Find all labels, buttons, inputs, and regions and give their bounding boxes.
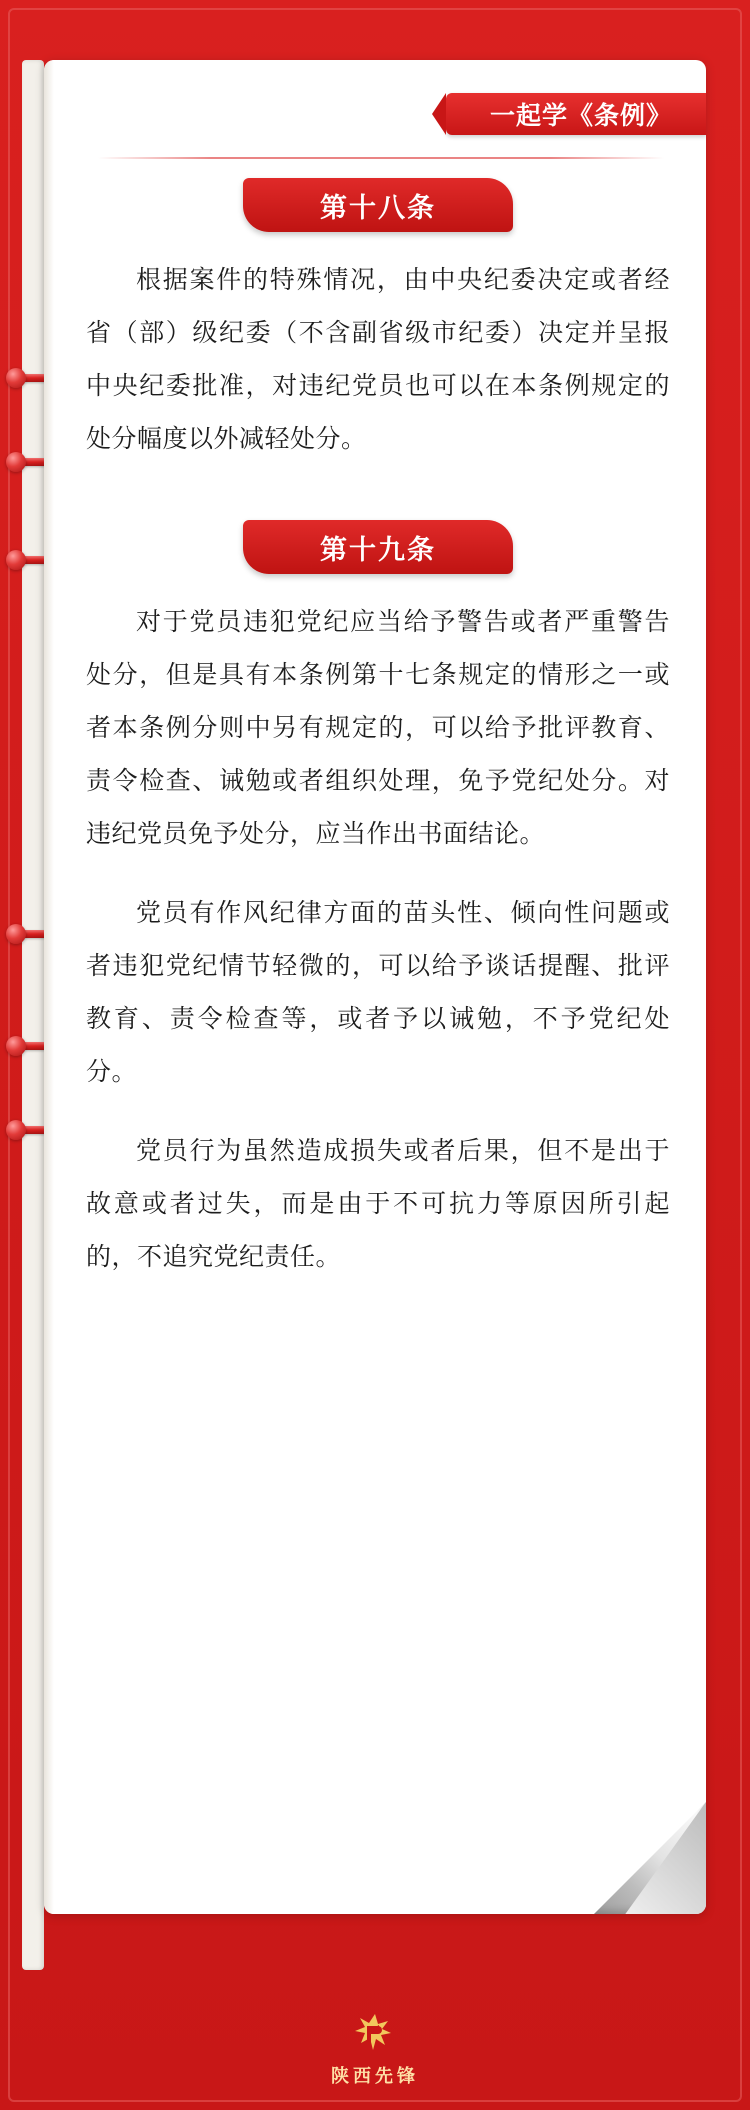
footer-brand: [0, 2012, 750, 2088]
paragraph: 党员有作风纪律方面的苗头性、倾向性问题或者违犯党纪情节轻微的，可以给予谈话提醒、批评教育、责令检查等，或者予以诫勉，不予党纪处分。: [86, 900, 670, 1086]
footer-brand-label: 陕西先锋: [331, 2066, 419, 2086]
document-card: [44, 60, 706, 1914]
party-emblem-icon: [349, 2012, 401, 2058]
section-heading: 第十八条: [243, 178, 513, 232]
paragraph: 对于党员违犯党纪应当给予警告或者严重警告处分，但是具有本条例第十七条规定的情形之一或者本条例分则中另有规定的，可以给予批评教育、责令检查、诫勉或者组织处理，免予党纪处分。对违纪党员免予处分，应当作出书面结论。: [86, 609, 670, 848]
page-title: 一起学《条例》: [489, 102, 672, 130]
section-article-19: [86, 520, 670, 1284]
section-heading: 第十九条: [243, 520, 513, 574]
section-article-18: [86, 178, 670, 466]
paragraph: 根据案件的特殊情况，由中央纪委决定或者经省（部）级纪委（不含副省级市纪委）决定并呈报中央纪委批准，对违纪党员也可以在本条例规定的处分幅度以外减轻处分。: [86, 267, 670, 453]
ribbon-notch-icon: [432, 93, 446, 135]
header-divider: [98, 157, 664, 159]
paragraph: 党员行为虽然造成损失或者后果，但不是出于故意或者过失，而是由于不可抗力等原因所引起的，不追究党纪责任。: [86, 1138, 670, 1271]
page-curl: [586, 1794, 706, 1914]
title-ribbon: [446, 93, 706, 135]
document-content: [86, 178, 670, 1314]
binder-spine: [22, 60, 44, 1970]
card-left-edge: [44, 60, 54, 1914]
